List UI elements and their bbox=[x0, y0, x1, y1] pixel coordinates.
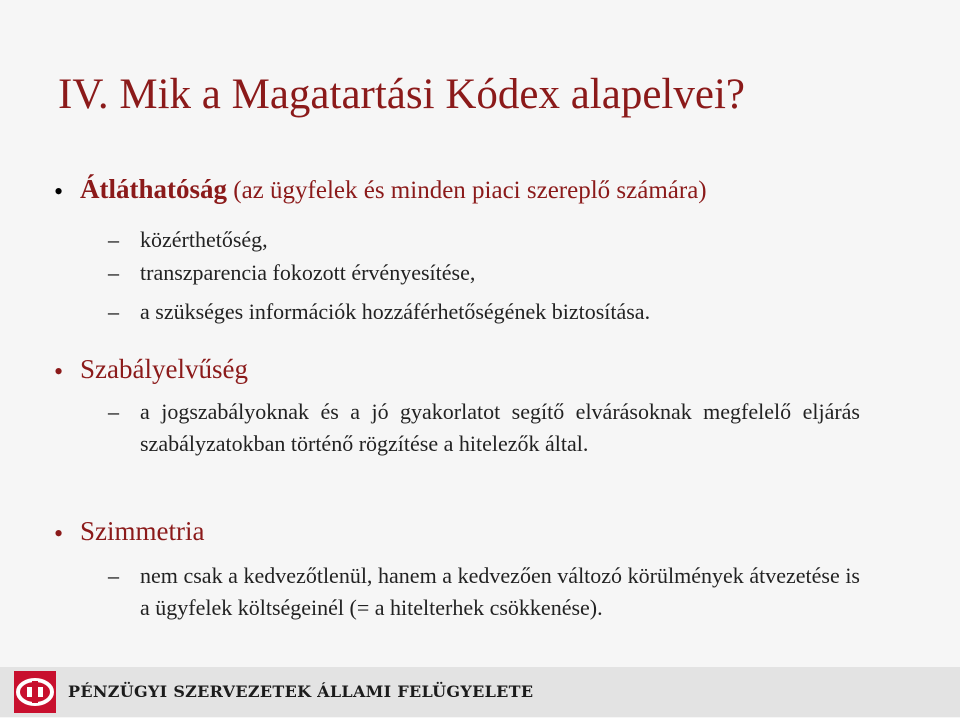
dash-marker: – bbox=[108, 260, 119, 285]
bullet-dot: • bbox=[54, 177, 64, 207]
dash-marker: – bbox=[108, 563, 119, 588]
dash-marker: – bbox=[108, 227, 119, 252]
list-item-text: transzparencia fokozott érvényesítése, bbox=[140, 260, 476, 285]
list-item bbox=[108, 560, 860, 624]
bullet-szimmetria bbox=[54, 518, 204, 547]
organization-name: PÉNZÜGYI SZERVEZETEK ÁLLAMI FELÜGYELETE bbox=[68, 682, 534, 701]
bullet-dot: • bbox=[54, 356, 64, 386]
bullet-dot: • bbox=[54, 518, 64, 548]
list-item bbox=[108, 296, 860, 328]
list-item-text: a jogszabályoknak és a jó gyakorlatot segítő elvárásoknak megfelelő eljárás szabályzatokban történő rögzítése a hitelezők által. bbox=[140, 399, 860, 456]
psaf-logo-icon bbox=[14, 671, 56, 713]
dash-marker: – bbox=[108, 399, 119, 424]
footer-bar bbox=[0, 667, 960, 717]
section-subheading-atlathatosag: (az ügyfelek és minden piaci szereplő számára) bbox=[233, 177, 707, 204]
list-item-text: nem csak a kedvezőtlenül, hanem a kedvezően változó körülmények átvezetése is a ügyfelek költségeinél (= a hitelterhek csökkenése). bbox=[140, 563, 860, 620]
slide-title: IV. Mik a Magatartási Kódex alapelvei? bbox=[58, 71, 745, 118]
section-heading-atlathatosag: Átláthatóság bbox=[80, 174, 227, 204]
dash-marker: – bbox=[108, 299, 119, 324]
list-item bbox=[108, 396, 860, 460]
bullet-szabalyelvuseg bbox=[54, 356, 248, 385]
bullet-atlathatosag bbox=[54, 176, 707, 205]
section-heading-szabalyelvuseg: Szabályelvűség bbox=[80, 354, 248, 384]
section-heading-szimmetria: Szimmetria bbox=[80, 516, 205, 546]
list-item bbox=[108, 224, 860, 256]
list-item-text: a szükséges információk hozzáférhetőségének biztosítása. bbox=[140, 299, 651, 324]
list-item bbox=[108, 257, 860, 289]
list-item-text: közérthetőség, bbox=[140, 227, 268, 252]
